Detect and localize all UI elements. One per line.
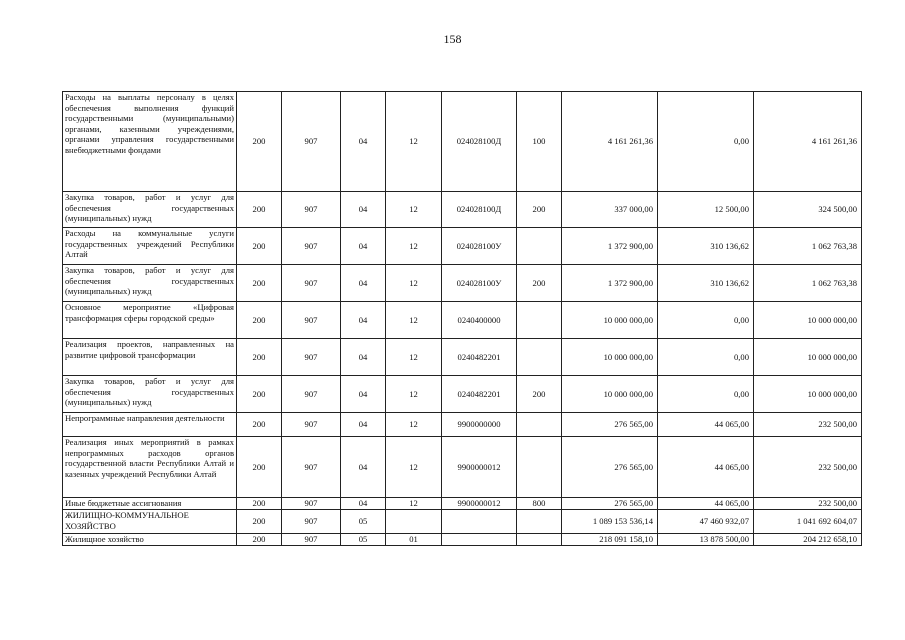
amount-approved-cell: 4 161 261,36 bbox=[562, 92, 658, 192]
table-body bbox=[63, 92, 862, 546]
code-b-cell: 907 bbox=[282, 302, 341, 339]
code-b-cell: 907 bbox=[282, 510, 341, 534]
code-subsection-cell: 12 bbox=[386, 302, 442, 339]
expense-type-cell: 200 bbox=[517, 192, 562, 228]
table-row bbox=[63, 192, 862, 228]
row-name-cell: Закупка товаров, работ и услуг для обеспечения государственных (муниципальных) нужд bbox=[63, 192, 237, 228]
code-subsection-cell bbox=[386, 510, 442, 534]
target-article-cell: 9900000000 bbox=[442, 413, 517, 437]
amount-total-cell: 232 500,00 bbox=[754, 498, 862, 510]
expense-type-cell bbox=[517, 534, 562, 546]
target-article-cell bbox=[442, 534, 517, 546]
expense-type-cell: 200 bbox=[517, 265, 562, 302]
amount-change-cell: 12 500,00 bbox=[658, 192, 754, 228]
amount-approved-cell: 337 000,00 bbox=[562, 192, 658, 228]
table-row bbox=[63, 510, 862, 534]
amount-total-cell: 1 041 692 604,07 bbox=[754, 510, 862, 534]
table-row bbox=[63, 228, 862, 265]
code-section-cell: 04 bbox=[341, 302, 386, 339]
amount-total-cell: 10 000 000,00 bbox=[754, 302, 862, 339]
table-row bbox=[63, 339, 862, 376]
expense-type-cell bbox=[517, 228, 562, 265]
code-b-cell: 907 bbox=[282, 376, 341, 413]
code-subsection-cell: 12 bbox=[386, 339, 442, 376]
table-row bbox=[63, 413, 862, 437]
code-a-cell: 200 bbox=[237, 339, 282, 376]
code-subsection-cell: 12 bbox=[386, 376, 442, 413]
amount-change-cell: 0,00 bbox=[658, 339, 754, 376]
code-b-cell: 907 bbox=[282, 265, 341, 302]
amount-change-cell: 0,00 bbox=[658, 92, 754, 192]
amount-approved-cell: 276 565,00 bbox=[562, 498, 658, 510]
code-b-cell: 907 bbox=[282, 498, 341, 510]
code-a-cell: 200 bbox=[237, 376, 282, 413]
code-a-cell: 200 bbox=[237, 413, 282, 437]
code-b-cell: 907 bbox=[282, 437, 341, 498]
budget-table bbox=[62, 91, 862, 546]
amount-approved-cell: 1 089 153 536,14 bbox=[562, 510, 658, 534]
code-b-cell: 907 bbox=[282, 228, 341, 265]
table-row bbox=[63, 498, 862, 510]
row-name-cell: Расходы на коммунальные услуги государственных учреждений Республики Алтай bbox=[63, 228, 237, 265]
target-article-cell: 024028100Д bbox=[442, 92, 517, 192]
code-a-cell: 200 bbox=[237, 92, 282, 192]
code-subsection-cell: 12 bbox=[386, 498, 442, 510]
target-article-cell bbox=[442, 510, 517, 534]
code-b-cell: 907 bbox=[282, 92, 341, 192]
code-section-cell: 05 bbox=[341, 510, 386, 534]
amount-total-cell: 232 500,00 bbox=[754, 437, 862, 498]
row-name-cell: Закупка товаров, работ и услуг для обеспечения государственных (муниципальных) нужд bbox=[63, 376, 237, 413]
code-subsection-cell: 01 bbox=[386, 534, 442, 546]
amount-approved-cell: 218 091 158,10 bbox=[562, 534, 658, 546]
code-a-cell: 200 bbox=[237, 534, 282, 546]
code-section-cell: 04 bbox=[341, 339, 386, 376]
table-row bbox=[63, 302, 862, 339]
code-section-cell: 04 bbox=[341, 228, 386, 265]
table-row bbox=[63, 376, 862, 413]
amount-change-cell: 13 878 500,00 bbox=[658, 534, 754, 546]
code-section-cell: 04 bbox=[341, 437, 386, 498]
row-name-cell: Расходы на выплаты персоналу в целях обеспечения выполнения функций государственными (муниципальными) органами, казенными учреждениями, органами управления государственными внебюджетными фондами bbox=[63, 92, 237, 192]
amount-change-cell: 44 065,00 bbox=[658, 498, 754, 510]
code-subsection-cell: 12 bbox=[386, 413, 442, 437]
amount-approved-cell: 10 000 000,00 bbox=[562, 339, 658, 376]
expense-type-cell: 800 bbox=[517, 498, 562, 510]
row-name-cell: ЖИЛИЩНО-КОММУНАЛЬНОЕ ХОЗЯЙСТВО bbox=[63, 510, 237, 534]
code-a-cell: 200 bbox=[237, 265, 282, 302]
row-name-cell: Основное мероприятие «Цифровая трансформация сферы городской среды» bbox=[63, 302, 237, 339]
target-article-cell: 9900000012 bbox=[442, 437, 517, 498]
amount-change-cell: 0,00 bbox=[658, 302, 754, 339]
expense-type-cell: 100 bbox=[517, 92, 562, 192]
code-section-cell: 05 bbox=[341, 534, 386, 546]
target-article-cell: 024028100Д bbox=[442, 192, 517, 228]
target-article-cell: 9900000012 bbox=[442, 498, 517, 510]
code-subsection-cell: 12 bbox=[386, 265, 442, 302]
code-b-cell: 907 bbox=[282, 413, 341, 437]
page-number: 158 bbox=[443, 32, 462, 46]
amount-change-cell: 44 065,00 bbox=[658, 413, 754, 437]
code-section-cell: 04 bbox=[341, 265, 386, 302]
code-b-cell: 907 bbox=[282, 192, 341, 228]
expense-type-cell bbox=[517, 413, 562, 437]
amount-total-cell: 232 500,00 bbox=[754, 413, 862, 437]
code-a-cell: 200 bbox=[237, 192, 282, 228]
amount-total-cell: 4 161 261,36 bbox=[754, 92, 862, 192]
row-name-cell: Реализация иных мероприятий в рамках непрограммных расходов органов государственной власти Республики Алтай и казенных учреждений Республики Алтай bbox=[63, 437, 237, 498]
row-name-cell: Непрограммные направления деятельности bbox=[63, 413, 237, 437]
amount-approved-cell: 10 000 000,00 bbox=[562, 376, 658, 413]
target-article-cell: 0240400000 bbox=[442, 302, 517, 339]
amount-approved-cell: 10 000 000,00 bbox=[562, 302, 658, 339]
code-section-cell: 04 bbox=[341, 376, 386, 413]
row-name-cell: Закупка товаров, работ и услуг для обеспечения государственных (муниципальных) нужд bbox=[63, 265, 237, 302]
code-a-cell: 200 bbox=[237, 302, 282, 339]
amount-total-cell: 1 062 763,38 bbox=[754, 265, 862, 302]
code-section-cell: 04 bbox=[341, 192, 386, 228]
code-a-cell: 200 bbox=[237, 228, 282, 265]
table-row bbox=[63, 265, 862, 302]
code-b-cell: 907 bbox=[282, 534, 341, 546]
amount-change-cell: 44 065,00 bbox=[658, 437, 754, 498]
target-article-cell: 0240482201 bbox=[442, 376, 517, 413]
target-article-cell: 024028100У bbox=[442, 265, 517, 302]
expense-type-cell bbox=[517, 302, 562, 339]
amount-total-cell: 10 000 000,00 bbox=[754, 339, 862, 376]
code-section-cell: 04 bbox=[341, 413, 386, 437]
expense-type-cell: 200 bbox=[517, 376, 562, 413]
table-row bbox=[63, 534, 862, 546]
expense-type-cell bbox=[517, 339, 562, 376]
amount-approved-cell: 1 372 900,00 bbox=[562, 265, 658, 302]
target-article-cell: 0240482201 bbox=[442, 339, 517, 376]
expense-type-cell bbox=[517, 510, 562, 534]
amount-change-cell: 0,00 bbox=[658, 376, 754, 413]
amount-approved-cell: 276 565,00 bbox=[562, 413, 658, 437]
amount-total-cell: 10 000 000,00 bbox=[754, 376, 862, 413]
amount-total-cell: 324 500,00 bbox=[754, 192, 862, 228]
code-b-cell: 907 bbox=[282, 339, 341, 376]
target-article-cell: 024028100У bbox=[442, 228, 517, 265]
amount-change-cell: 47 460 932,07 bbox=[658, 510, 754, 534]
code-subsection-cell: 12 bbox=[386, 192, 442, 228]
code-a-cell: 200 bbox=[237, 437, 282, 498]
code-subsection-cell: 12 bbox=[386, 437, 442, 498]
code-a-cell: 200 bbox=[237, 510, 282, 534]
table-row bbox=[63, 437, 862, 498]
expense-type-cell bbox=[517, 437, 562, 498]
row-name-cell: Жилищное хозяйство bbox=[63, 534, 237, 546]
amount-approved-cell: 1 372 900,00 bbox=[562, 228, 658, 265]
table-row bbox=[63, 92, 862, 192]
code-subsection-cell: 12 bbox=[386, 228, 442, 265]
amount-total-cell: 1 062 763,38 bbox=[754, 228, 862, 265]
amount-change-cell: 310 136,62 bbox=[658, 265, 754, 302]
code-a-cell: 200 bbox=[237, 498, 282, 510]
row-name-cell: Реализация проектов, направленных на развитие цифровой трансформации bbox=[63, 339, 237, 376]
amount-total-cell: 204 212 658,10 bbox=[754, 534, 862, 546]
row-name-cell: Иные бюджетные ассигнования bbox=[63, 498, 237, 510]
code-section-cell: 04 bbox=[341, 498, 386, 510]
amount-approved-cell: 276 565,00 bbox=[562, 437, 658, 498]
code-section-cell: 04 bbox=[341, 92, 386, 192]
amount-change-cell: 310 136,62 bbox=[658, 228, 754, 265]
code-subsection-cell: 12 bbox=[386, 92, 442, 192]
